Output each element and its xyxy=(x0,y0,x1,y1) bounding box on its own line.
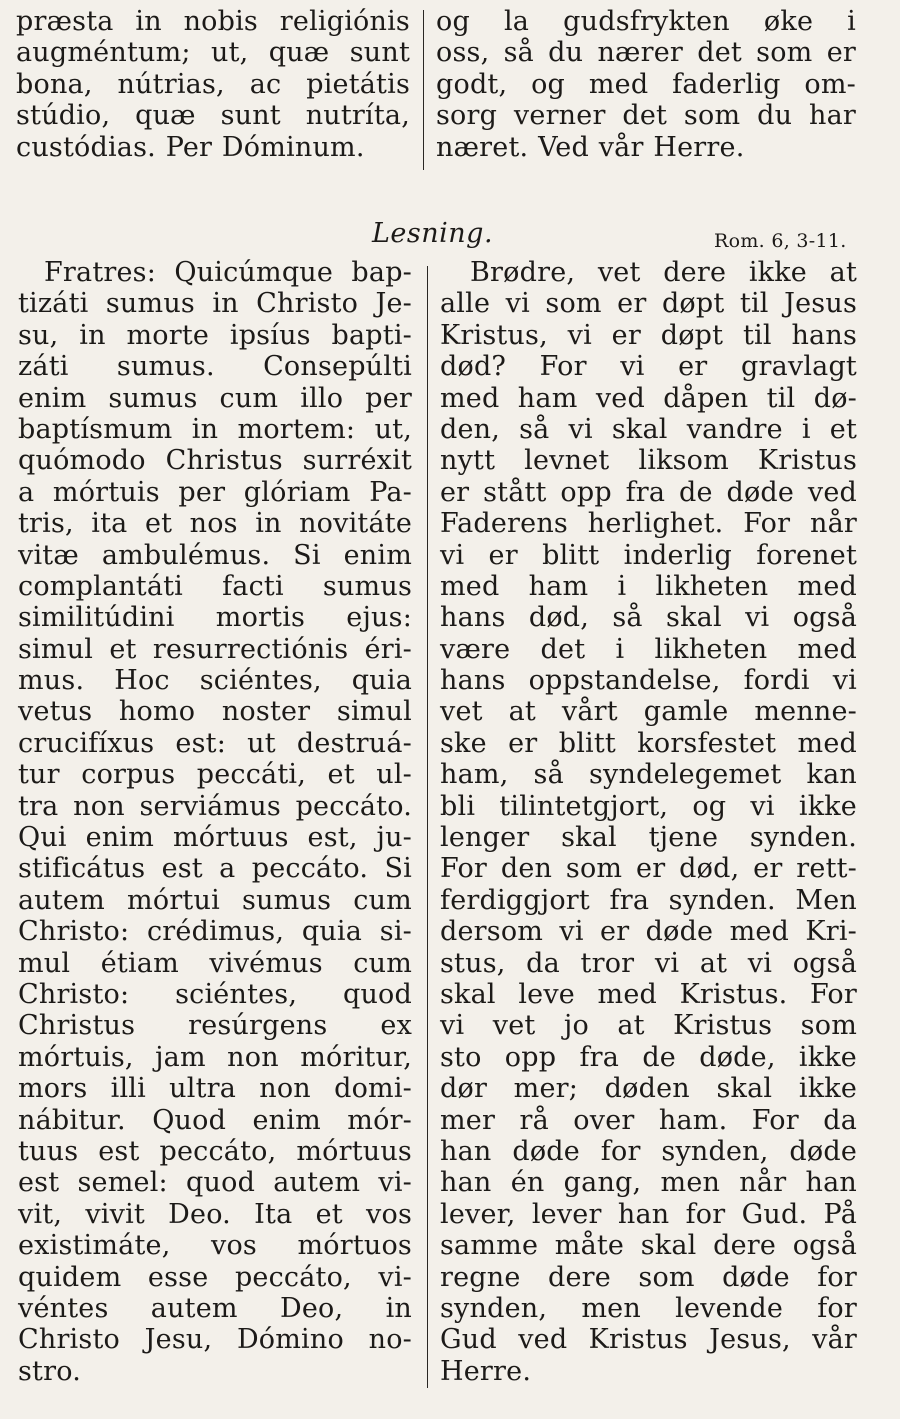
text-line: mórtuis, jam non móritur, xyxy=(18,1041,412,1073)
text-line: oss, så du nærer det som er xyxy=(436,37,856,69)
text-line: stus, da tror vi at vi også xyxy=(440,947,857,979)
text-line: med ham i likheten med xyxy=(440,570,857,602)
text-line: lever, lever han for Gud. På xyxy=(440,1198,857,1230)
text-line: Christus resúrgens ex xyxy=(18,1010,412,1042)
text-line: stificátus est a peccáto. Si xyxy=(18,853,412,885)
text-line: tur corpus peccáti, et ul- xyxy=(18,759,412,791)
text-line: autem mórtui sumus cum xyxy=(18,884,412,916)
text-line: vetus homo noster simul xyxy=(18,696,412,728)
text-line: nábitur. Quod enim mór- xyxy=(18,1104,412,1136)
text-line: han én gang, men når han xyxy=(440,1167,857,1199)
text-line: hans oppstandelse, fordi vi xyxy=(440,665,857,697)
text-line: tuus est peccáto, mórtuus xyxy=(18,1135,412,1167)
top-latin-column xyxy=(16,6,410,163)
text-line: existimáte, vos mórtuos xyxy=(18,1230,412,1262)
text-line: mer rå over ham. For da xyxy=(440,1104,857,1136)
text-line: den, så vi skal vandre i et xyxy=(440,413,857,445)
text-line: vi vet jo at Kristus som xyxy=(440,1010,857,1042)
text-line: lenger skal tjene synden. xyxy=(440,822,857,854)
text-line: baptísmum in mortem: ut, xyxy=(18,413,412,445)
text-line: Christo: crédimus, quia si- xyxy=(18,916,412,948)
top-norwegian-column xyxy=(436,6,856,163)
text-line: véntes autem Deo, in xyxy=(18,1292,412,1324)
text-line: Gud ved Kristus Jesus, vår xyxy=(440,1324,857,1356)
text-line: Fratres: Quicúmque bap- xyxy=(44,257,412,288)
text-line: og la gudsfrykten øke i xyxy=(436,6,856,37)
text-line: complantáti facti sumus xyxy=(18,570,412,602)
text-line: Herre. xyxy=(440,1355,532,1387)
text-line: vet at vårt gamle menne- xyxy=(440,696,857,728)
text-line: Kristus, vi er døpt til hans xyxy=(440,319,857,351)
text-line: tris, ita et nos in novitáte xyxy=(18,508,412,540)
text-line: sto opp fra de døde, ikke xyxy=(440,1041,857,1073)
text-line: záti sumus. Consepúlti xyxy=(18,351,412,383)
text-line: vit, vivit Deo. Ita et vos xyxy=(18,1198,412,1230)
text-line: Brødre, vet dere ikke at xyxy=(470,257,857,288)
text-line: mul étiam vivémus cum xyxy=(18,947,412,979)
reading-latin-column xyxy=(18,257,412,1387)
text-line: dersom vi er døde med Kri- xyxy=(440,916,857,948)
text-line: dør mer; døden skal ikke xyxy=(440,1073,857,1105)
text-line: Christo Jesu, Dómino no- xyxy=(18,1324,412,1356)
text-line: sorg verner det som du har xyxy=(436,100,856,132)
text-line: ham, så syndelegemet kan xyxy=(440,759,857,791)
text-line: tizáti sumus in Christo Je- xyxy=(18,288,412,320)
text-line: godt, og med faderlig om- xyxy=(436,68,856,100)
text-line: med ham ved dåpen til dø- xyxy=(440,382,857,414)
text-line: regne dere som døde for xyxy=(440,1261,857,1293)
text-line: Faderens herlighet. For når xyxy=(440,508,857,540)
text-line: vi er blitt inderlig forenet xyxy=(440,539,857,571)
text-line: er stått opp fra de døde ved xyxy=(440,476,857,508)
text-line: ske er blitt korsfestet med xyxy=(440,727,857,759)
text-line: alle vi som er døpt til Jesus xyxy=(440,288,857,320)
text-line: custódias. Per Dóminum. xyxy=(16,131,365,163)
text-line: vitæ ambulémus. Si enim xyxy=(18,539,412,571)
text-line: synden, men levende for xyxy=(440,1292,857,1324)
text-line: Christo: sciéntes, quod xyxy=(18,978,412,1010)
text-line: bli tilintetgjort, og vi ikke xyxy=(440,790,857,822)
text-line: stúdio, quæ sunt nutríta, xyxy=(16,100,410,132)
text-line: nytt levnet liksom Kristus xyxy=(440,445,857,477)
text-line: stro. xyxy=(18,1355,81,1387)
text-line: a mórtuis per glóriam Pa- xyxy=(18,476,412,508)
text-line: mors illi ultra non domi- xyxy=(18,1073,412,1105)
top-column-divider xyxy=(423,10,424,170)
text-line: quidem esse peccáto, vi- xyxy=(18,1261,412,1293)
text-line: su, in morte ipsíus bapti- xyxy=(18,319,412,351)
text-line: død? For vi er gravlagt xyxy=(440,351,857,383)
text-line: enim sumus cum illo per xyxy=(18,382,412,414)
text-line: skal leve med Kristus. For xyxy=(440,978,857,1010)
text-line: præsta in nobis religiónis xyxy=(16,6,410,37)
text-line: crucifíxus est: ut destruá- xyxy=(18,727,412,759)
text-line: For den som er død, er rett- xyxy=(440,853,857,885)
text-line: samme måte skal dere også xyxy=(440,1230,857,1262)
text-line: Qui enim mórtuus est, ju- xyxy=(18,822,412,854)
text-line: han døde for synden, døde xyxy=(440,1135,857,1167)
text-line: mus. Hoc sciéntes, quia xyxy=(18,665,412,697)
text-line: est semel: quod autem vi- xyxy=(18,1167,412,1199)
text-line: ferdiggjort fra synden. Men xyxy=(440,884,857,916)
text-line: tra non serviámus peccáto. xyxy=(18,790,412,822)
text-line: similitúdini mortis ejus: xyxy=(18,602,412,634)
text-line: simul et resurrectiónis éri- xyxy=(18,633,412,665)
text-line: augméntum; ut, quæ sunt xyxy=(16,37,410,69)
reading-column-divider xyxy=(427,266,428,1388)
text-line: hans død, så skal vi også xyxy=(440,602,857,634)
text-line: quómodo Christus surréxit xyxy=(18,445,412,477)
text-line: næret. Ved vår Herre. xyxy=(436,131,745,163)
text-line: være det i likheten med xyxy=(440,633,857,665)
scripture-reference: Rom. 6, 3-11. xyxy=(714,230,847,252)
text-line: bona, nútrias, ac pietátis xyxy=(16,68,410,100)
reading-norwegian-column xyxy=(440,257,857,1387)
reading-heading: Lesning. xyxy=(372,218,494,249)
